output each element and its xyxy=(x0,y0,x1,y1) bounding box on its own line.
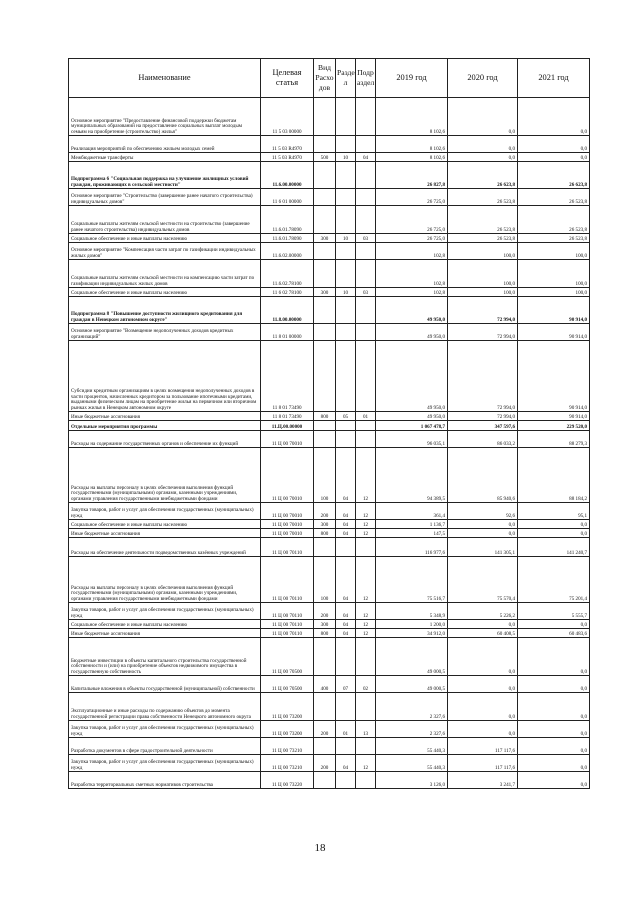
cell-2020: 26 623,8 xyxy=(448,162,518,189)
cell-expense-type xyxy=(314,538,336,557)
cell-2020: 72 994,0 xyxy=(448,297,518,324)
cell-section xyxy=(336,297,356,324)
cell-2019: 49 950,0 xyxy=(376,297,448,324)
cell-subsection xyxy=(356,431,376,448)
cell-2020: 0,0 xyxy=(448,638,518,676)
cell-2019: 75 516,7 xyxy=(376,557,448,603)
cell-2020: 141 305,1 xyxy=(448,538,518,557)
cell-subsection xyxy=(356,260,376,288)
cell-2021: 88 279,3 xyxy=(518,431,590,448)
cell-target-article: 11.6.01.78090 xyxy=(261,206,314,234)
cell-target-article: 11 6 02 78100 xyxy=(261,288,314,297)
cell-2021: 90 914,0 xyxy=(518,297,590,324)
cell-name: Бюджетные инвестиции в объекты капитального строительства государственной собственности и (или) на приобретение объектов недвижимого имущества в государственную собственность xyxy=(69,638,261,676)
cell-name: Основное мероприятие "Предоставление финансовой поддержки бюджетам муниципальных образований на предоставление социальных выплат молодым семьям на приобретение (строительство) жилья" xyxy=(69,98,261,136)
cell-section: 04 xyxy=(336,603,356,620)
cell-name: Подпрограмма 8 "Повышение доступности жилищного кредитования для граждан в Ненецком автономном округе" xyxy=(69,297,261,324)
cell-expense-type: 300 xyxy=(314,288,336,297)
cell-section xyxy=(336,260,356,288)
cell-2021: 26 523,8 xyxy=(518,234,590,243)
cell-2021: 95,1 xyxy=(518,503,590,520)
cell-subsection: 04 xyxy=(356,153,376,162)
cell-target-article: 11 Ц 00 70110 xyxy=(261,620,314,629)
table-row xyxy=(69,431,590,448)
cell-target-article: 11.6.01.78090 xyxy=(261,234,314,243)
cell-2019: 26 725,0 xyxy=(376,206,448,234)
cell-section xyxy=(336,693,356,721)
cell-name: Закупка товаров, работ и услуг для обеспечения государственных (муниципальных) нужд xyxy=(69,603,261,620)
cell-name: Закупка товаров, работ и услуг для обеспечения государственных (муниципальных) нужд xyxy=(69,503,261,520)
cell-subsection xyxy=(356,538,376,557)
cell-2019: 2 327,6 xyxy=(376,693,448,721)
cell-expense-type xyxy=(314,260,336,288)
table-row xyxy=(69,288,590,297)
table-row xyxy=(69,721,590,738)
cell-name: Отдельные мероприятия программы xyxy=(69,421,261,431)
cell-expense-type xyxy=(314,324,336,341)
table-row xyxy=(69,520,590,529)
cell-2021: 100,0 xyxy=(518,243,590,260)
cell-2020: 117 117,6 xyxy=(448,738,518,755)
cell-2019: 49 950,0 xyxy=(376,412,448,421)
cell-subsection xyxy=(356,243,376,260)
cell-2019: 34 912,0 xyxy=(376,629,448,638)
cell-subsection: 12 xyxy=(356,529,376,538)
cell-name: Социальные выплаты жителям сельской местности на строительство (завершение ранее начатого строительства) индивидуальных домов xyxy=(69,206,261,234)
cell-subsection: 12 xyxy=(356,755,376,772)
cell-expense-type xyxy=(314,297,336,324)
cell-subsection: 12 xyxy=(356,603,376,620)
cell-subsection: 12 xyxy=(356,448,376,503)
cell-2021: 0,0 xyxy=(518,738,590,755)
cell-2021: 90 914,0 xyxy=(518,341,590,412)
table-row xyxy=(69,412,590,421)
cell-section: 04 xyxy=(336,557,356,603)
table-row xyxy=(69,503,590,520)
cell-expense-type xyxy=(314,206,336,234)
cell-section: 01 xyxy=(336,721,356,738)
cell-target-article: 11 Ц 00 73220 xyxy=(261,772,314,789)
table-row xyxy=(69,755,590,772)
cell-expense-type xyxy=(314,772,336,789)
cell-2020: 347 597,6 xyxy=(448,421,518,431)
table-row xyxy=(69,538,590,557)
cell-subsection xyxy=(356,638,376,676)
cell-subsection: 02 xyxy=(356,676,376,693)
cell-2021: 0,0 xyxy=(518,772,590,789)
cell-2019: 26 725,0 xyxy=(376,234,448,243)
cell-target-article: 11 5 03 R4970 xyxy=(261,136,314,153)
cell-target-article: 11.8.00.00000 xyxy=(261,297,314,324)
cell-expense-type: 300 xyxy=(314,234,336,243)
table-row xyxy=(69,448,590,503)
cell-2021: 0,0 xyxy=(518,693,590,721)
table-row xyxy=(69,341,590,412)
cell-2020: 117 117,6 xyxy=(448,755,518,772)
cell-section: 05 xyxy=(336,412,356,421)
header-year-2020: 2020 год xyxy=(448,59,518,98)
table-row xyxy=(69,620,590,629)
cell-target-article: 11 8 01 00000 xyxy=(261,324,314,341)
cell-2019: 8 102,6 xyxy=(376,136,448,153)
cell-2021: 229 520,0 xyxy=(518,421,590,431)
cell-section: 10 xyxy=(336,288,356,297)
cell-2020: 85 940,6 xyxy=(448,448,518,503)
cell-2020: 0,0 xyxy=(448,136,518,153)
cell-section xyxy=(336,421,356,431)
header-name: Наименование xyxy=(69,59,261,98)
cell-expense-type xyxy=(314,638,336,676)
cell-target-article: 11.Ц.00.00000 xyxy=(261,421,314,431)
cell-2021: 90 914,0 xyxy=(518,324,590,341)
cell-section: 04 xyxy=(336,520,356,529)
cell-name: Социальные выплаты жителям сельской местности на компенсацию части затрат по газификации индивидуальных жилых домов xyxy=(69,260,261,288)
cell-name: Иные бюджетные ассигнования xyxy=(69,629,261,638)
cell-2019: 5 348,9 xyxy=(376,603,448,620)
table-row xyxy=(69,136,590,153)
cell-2019: 147,5 xyxy=(376,529,448,538)
cell-2019: 1 067 478,7 xyxy=(376,421,448,431)
cell-2021: 0,0 xyxy=(518,676,590,693)
cell-expense-type xyxy=(314,98,336,136)
cell-name: Расходы на обеспечение деятельности подведомственных казённых учреждений xyxy=(69,538,261,557)
cell-section: 04 xyxy=(336,503,356,520)
cell-name: Основное мероприятие "Строительство (завершение ранее начатого строительства) индивидуальных домов" xyxy=(69,189,261,206)
cell-section xyxy=(336,206,356,234)
cell-name: Межбюджетные трансферты xyxy=(69,153,261,162)
cell-2021: 26 523,8 xyxy=(518,189,590,206)
cell-expense-type xyxy=(314,431,336,448)
cell-2019: 49 000,5 xyxy=(376,676,448,693)
cell-expense-type xyxy=(314,421,336,431)
cell-subsection: 12 xyxy=(356,620,376,629)
cell-subsection xyxy=(356,136,376,153)
cell-2021: 0,0 xyxy=(518,755,590,772)
cell-section: 04 xyxy=(336,620,356,629)
cell-subsection: 12 xyxy=(356,503,376,520)
cell-2020: 26 523,8 xyxy=(448,189,518,206)
cell-expense-type: 400 xyxy=(314,676,336,693)
cell-name: Закупка товаров, работ и услуг для обеспечения государственных (муниципальных) нужд xyxy=(69,721,261,738)
cell-section xyxy=(336,638,356,676)
cell-section xyxy=(336,431,356,448)
cell-2021: 141 240,7 xyxy=(518,538,590,557)
header-expense-type: Вид Расхо дов xyxy=(314,59,336,98)
cell-subsection xyxy=(356,693,376,721)
table-row xyxy=(69,772,590,789)
table-row xyxy=(69,638,590,676)
table-row xyxy=(69,421,590,431)
cell-name: Расходы на выплаты персоналу в целях обеспечения выполнения функций государственными (муниципальными) органами, казенными учреждениями, органами управления государственными внебюджетными фондами xyxy=(69,448,261,503)
cell-2020: 75 570,4 xyxy=(448,557,518,603)
cell-2020: 0,0 xyxy=(448,693,518,721)
page-number: 18 xyxy=(314,842,326,854)
cell-2019: 102,8 xyxy=(376,260,448,288)
cell-target-article: 11.6.02.00000 xyxy=(261,243,314,260)
cell-expense-type: 300 xyxy=(314,520,336,529)
cell-2019: 49 000,5 xyxy=(376,638,448,676)
cell-target-article: 11 Ц 00 70110 xyxy=(261,538,314,557)
cell-2020: 0,0 xyxy=(448,721,518,738)
table-row xyxy=(69,243,590,260)
table-row xyxy=(69,557,590,603)
cell-target-article: 11 Ц 00 70110 xyxy=(261,557,314,603)
cell-target-article: 11 5 03 00000 xyxy=(261,98,314,136)
table-row xyxy=(69,738,590,755)
cell-2019: 26 827,8 xyxy=(376,162,448,189)
cell-target-article: 11 6 01 00000 xyxy=(261,189,314,206)
cell-2020: 72 994,0 xyxy=(448,412,518,421)
cell-2020: 0,0 xyxy=(448,676,518,693)
cell-expense-type: 100 xyxy=(314,557,336,603)
cell-section xyxy=(336,243,356,260)
cell-2021: 5 555,7 xyxy=(518,603,590,620)
cell-2020: 0,0 xyxy=(448,620,518,629)
cell-target-article: 11 Ц 00 73200 xyxy=(261,693,314,721)
cell-2020: 26 523,8 xyxy=(448,234,518,243)
table-row xyxy=(69,676,590,693)
table-row xyxy=(69,529,590,538)
cell-target-article: 11 5 03 R4970 xyxy=(261,153,314,162)
cell-expense-type: 300 xyxy=(314,620,336,629)
cell-name: Закупка товаров, работ и услуг для обеспечения государственных (муниципальных) нужд xyxy=(69,755,261,772)
cell-target-article: 11.6.02.78100 xyxy=(261,260,314,288)
cell-expense-type: 200 xyxy=(314,755,336,772)
cell-subsection xyxy=(356,738,376,755)
cell-subsection xyxy=(356,98,376,136)
cell-2019: 49 950,0 xyxy=(376,341,448,412)
cell-2021: 100,0 xyxy=(518,260,590,288)
table-row xyxy=(69,153,590,162)
cell-expense-type: 200 xyxy=(314,503,336,520)
cell-2020: 0,0 xyxy=(448,529,518,538)
cell-expense-type: 800 xyxy=(314,529,336,538)
table-row xyxy=(69,162,590,189)
cell-section: 10 xyxy=(336,153,356,162)
cell-expense-type: 500 xyxy=(314,153,336,162)
cell-2021: 90 914,0 xyxy=(518,412,590,421)
cell-subsection: 13 xyxy=(356,721,376,738)
table-row xyxy=(69,603,590,620)
cell-target-article: 11 Ц 00 73200 xyxy=(261,721,314,738)
cell-name: Основное мероприятие "Компенсация части затрат по газификации индивидуальных жилых домов" xyxy=(69,243,261,260)
cell-section: 04 xyxy=(336,755,356,772)
cell-target-article: 11 Ц 00 70010 xyxy=(261,503,314,520)
cell-name: Эксплуатационные и иные расходы по содержанию объектов до момента государственной регистрации права собственности Ненецкого автономного округа xyxy=(69,693,261,721)
cell-subsection xyxy=(356,772,376,789)
table-row xyxy=(69,297,590,324)
cell-expense-type xyxy=(314,243,336,260)
cell-2020: 72 994,0 xyxy=(448,341,518,412)
cell-2021: 0,0 xyxy=(518,136,590,153)
cell-subsection xyxy=(356,421,376,431)
cell-target-article: 11 Ц 00 70010 xyxy=(261,529,314,538)
cell-2019: 49 950,0 xyxy=(376,324,448,341)
cell-2020: 86 033,2 xyxy=(448,431,518,448)
cell-name: Социальное обеспечение и иные выплаты населению xyxy=(69,520,261,529)
cell-name: Разработка территориальных сметных нормативов строительства xyxy=(69,772,261,789)
cell-subsection: 01 xyxy=(356,412,376,421)
cell-section xyxy=(336,162,356,189)
cell-2021: 60 483,6 xyxy=(518,629,590,638)
cell-name: Расходы на содержание государственных органов и обеспечение их функций xyxy=(69,431,261,448)
cell-2019: 361,4 xyxy=(376,503,448,520)
cell-2021: 88 184,2 xyxy=(518,448,590,503)
cell-section xyxy=(336,538,356,557)
cell-target-article: 11 Ц 00 70500 xyxy=(261,638,314,676)
cell-expense-type xyxy=(314,162,336,189)
cell-subsection: 03 xyxy=(356,234,376,243)
table-row xyxy=(69,260,590,288)
cell-target-article: 11 Ц 00 70110 xyxy=(261,603,314,620)
cell-name: Иные бюджетные ассигнования xyxy=(69,412,261,421)
cell-2019: 3 126,0 xyxy=(376,772,448,789)
cell-target-article: 11 8 01 73490 xyxy=(261,341,314,412)
cell-section xyxy=(336,136,356,153)
cell-2021: 0,0 xyxy=(518,620,590,629)
cell-2020: 0,0 xyxy=(448,98,518,136)
cell-2021: 0,0 xyxy=(518,520,590,529)
cell-target-article: 11 Ц 00 73210 xyxy=(261,738,314,755)
cell-subsection xyxy=(356,162,376,189)
cell-2019: 1 136,7 xyxy=(376,520,448,529)
cell-2020: 100,0 xyxy=(448,260,518,288)
cell-expense-type xyxy=(314,136,336,153)
header-subsection: Подр аздел xyxy=(356,59,376,98)
table-row xyxy=(69,206,590,234)
cell-2020: 5 226,2 xyxy=(448,603,518,620)
cell-expense-type: 800 xyxy=(314,412,336,421)
cell-section xyxy=(336,738,356,755)
cell-2020: 60 408,5 xyxy=(448,629,518,638)
header-target-article: Целевая статья xyxy=(261,59,314,98)
cell-target-article: 11 Ц 00 70010 xyxy=(261,520,314,529)
cell-2019: 26 725,0 xyxy=(376,189,448,206)
header-year-2019: 2019 год xyxy=(376,59,448,98)
cell-section: 04 xyxy=(336,448,356,503)
cell-2021: 0,0 xyxy=(518,721,590,738)
cell-subsection: 03 xyxy=(356,288,376,297)
header-year-2021: 2021 год xyxy=(518,59,590,98)
cell-target-article: 11 Ц 00 70110 xyxy=(261,629,314,638)
cell-subsection: 12 xyxy=(356,557,376,603)
cell-subsection xyxy=(356,297,376,324)
cell-section xyxy=(336,324,356,341)
cell-target-article: 11 Ц 00 70500 xyxy=(261,676,314,693)
table-row xyxy=(69,629,590,638)
cell-section xyxy=(336,98,356,136)
cell-target-article: 11 Ц 00 70010 xyxy=(261,448,314,503)
cell-section: 04 xyxy=(336,629,356,638)
cell-name: Основное мероприятие "Возмещение недополученных доходов кредитных организаций" xyxy=(69,324,261,341)
cell-2020: 26 523,8 xyxy=(448,206,518,234)
cell-expense-type xyxy=(314,738,336,755)
table-row xyxy=(69,98,590,136)
cell-expense-type: 200 xyxy=(314,721,336,738)
cell-2019: 102,8 xyxy=(376,288,448,297)
cell-2019: 96 035,1 xyxy=(376,431,448,448)
cell-name: Социальное обеспечение и иные выплаты населению xyxy=(69,234,261,243)
table-header-row xyxy=(69,59,590,98)
cell-subsection xyxy=(356,189,376,206)
cell-expense-type: 100 xyxy=(314,448,336,503)
cell-2021: 0,0 xyxy=(518,153,590,162)
cell-subsection: 12 xyxy=(356,629,376,638)
table-row xyxy=(69,189,590,206)
cell-2020: 0,0 xyxy=(448,153,518,162)
cell-name: Социальное обеспечение и иные выплаты населению xyxy=(69,620,261,629)
budget-table xyxy=(68,58,590,789)
cell-target-article: 11 Ц 00 73210 xyxy=(261,755,314,772)
cell-target-article: 11 8 01 73490 xyxy=(261,412,314,421)
cell-2021: 0,0 xyxy=(518,638,590,676)
cell-target-article: 11.6.00.00000 xyxy=(261,162,314,189)
cell-2021: 26 623,8 xyxy=(518,162,590,189)
cell-name: Расходы на выплаты персоналу в целях обеспечения выполнения функций государственными (муниципальными) органами, казенными учреждениями, органами управления государственными внебюджетными фондами xyxy=(69,557,261,603)
cell-2020: 0,0 xyxy=(448,520,518,529)
cell-expense-type xyxy=(314,693,336,721)
header-section: Разде л xyxy=(336,59,356,98)
cell-section xyxy=(336,341,356,412)
cell-name: Капитальные вложения в объекты государственной (муниципальной) собственности xyxy=(69,676,261,693)
cell-2019: 8 102,6 xyxy=(376,153,448,162)
cell-subsection xyxy=(356,206,376,234)
cell-section xyxy=(336,772,356,789)
cell-2021: 0,0 xyxy=(518,98,590,136)
cell-2020: 100,0 xyxy=(448,243,518,260)
cell-2019: 94 389,5 xyxy=(376,448,448,503)
table-row xyxy=(69,693,590,721)
cell-2019: 8 102,6 xyxy=(376,98,448,136)
cell-name: Разработка документов в сфере градостроительной деятельности xyxy=(69,738,261,755)
cell-name: Подпрограмма 6 "Социальная поддержка на улучшение жилищных условий граждан, проживающих в сельской местности" xyxy=(69,162,261,189)
cell-target-article: 11 Ц 00 70010 xyxy=(261,431,314,448)
cell-2019: 102,8 xyxy=(376,243,448,260)
cell-subsection xyxy=(356,341,376,412)
cell-2021: 0,0 xyxy=(518,529,590,538)
cell-2021: 26 523,8 xyxy=(518,206,590,234)
cell-2020: 92,6 xyxy=(448,503,518,520)
cell-2019: 55 440,3 xyxy=(376,738,448,755)
cell-expense-type xyxy=(314,189,336,206)
cell-2019: 2 327,6 xyxy=(376,721,448,738)
cell-2021: 75 201,4 xyxy=(518,557,590,603)
cell-name: Иные бюджетные ассигнования xyxy=(69,529,261,538)
cell-section: 10 xyxy=(336,234,356,243)
cell-2019: 116 977,6 xyxy=(376,538,448,557)
cell-name: Субсидии кредитным организациям в целях возмещения недополученных доходов в части процентов, начисленных кредитором за пользование ипотечными кредитами, выданными физическим лицам на приобретение жилья на первичном или вторичном рынках жилья в Ненецком автономном округе xyxy=(69,341,261,412)
table-row xyxy=(69,234,590,243)
cell-2019: 55 440,3 xyxy=(376,755,448,772)
cell-2020: 100,0 xyxy=(448,288,518,297)
cell-2021: 100,0 xyxy=(518,288,590,297)
cell-subsection xyxy=(356,324,376,341)
cell-2019: 1 200,0 xyxy=(376,620,448,629)
cell-name: Социальное обеспечение и иные выплаты населению xyxy=(69,288,261,297)
cell-expense-type: 200 xyxy=(314,603,336,620)
cell-2020: 72 994,0 xyxy=(448,324,518,341)
cell-subsection: 12 xyxy=(356,520,376,529)
cell-name: Реализация мероприятий по обеспечению жильем молодых семей xyxy=(69,136,261,153)
cell-expense-type xyxy=(314,341,336,412)
cell-section: 04 xyxy=(336,529,356,538)
cell-section xyxy=(336,189,356,206)
cell-expense-type: 800 xyxy=(314,629,336,638)
table-row xyxy=(69,324,590,341)
cell-section: 07 xyxy=(336,676,356,693)
cell-2020: 3 241,7 xyxy=(448,772,518,789)
